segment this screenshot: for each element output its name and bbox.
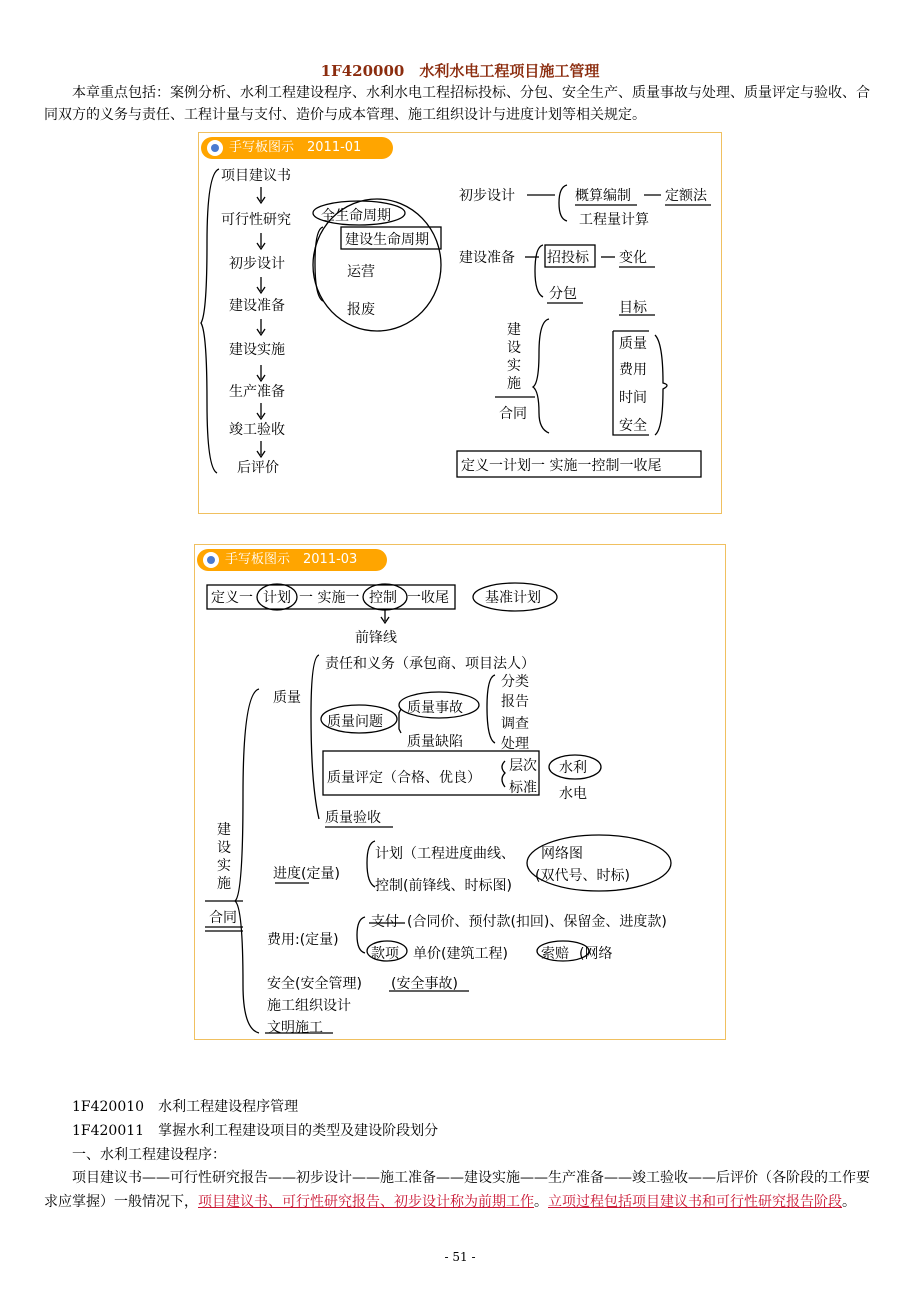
baseline-plan: 基准计划 [485,590,541,606]
step-preparation: 建设准备 [229,298,285,314]
impl-char-2: 设 [507,340,521,356]
board2-lines [195,545,725,1039]
handwriting-board-2 [194,544,726,1040]
accident-report: 报告 [501,694,529,710]
frontline-label: 前锋线 [355,630,397,646]
flow-close: 一收尾 [407,590,449,606]
body-text-end: 。 [842,1194,856,1210]
flow-implement: 一 实施一 [299,590,360,606]
section-heading-1: 1F420010 水利工程建设程序管理 [72,1099,299,1115]
section-heading-2: 1F420011 掌握水利工程建设项目的类型及建设阶段划分 [72,1123,439,1139]
body-text: 项目建议书——可行性研究报告——初步设计——施工准备——建设实施——生产准备——竣工验收——后评价（各阶段的工作要求应掌握）一般情况下， [44,1170,870,1210]
step-post-evaluation: 后评价 [237,460,279,476]
management-flow: 定义一计划一 实施一控制一收尾 [461,458,662,474]
flow-define: 定义一 [211,590,253,606]
design-quota: 定额法 [665,188,707,204]
prep-bidding: 招投标 [547,250,589,266]
quality-label: 质量 [273,690,301,706]
step-acceptance: 竣工验收 [229,422,285,438]
design-quantity: 工程量计算 [579,212,649,228]
step-feasibility: 可行性研究 [221,212,291,228]
flow-plan: 计划 [263,590,291,606]
design-label: 初步设计 [459,188,515,204]
target-cost: 费用 [619,362,647,378]
lifecycle-construction: 建设生命周期 [345,232,429,248]
impl-char-1: 建 [507,322,521,338]
prep-subcontract: 分包 [549,286,577,302]
accident-investigate: 调查 [501,716,529,732]
impl-char-3: 实 [507,358,521,374]
lifecycle-label: 全生命周期 [321,208,391,224]
body-highlight-1: 项目建议书、可行性研究报告、初步设计称为前期工作 [198,1194,534,1210]
accident-classify: 分类 [501,674,529,690]
target-quality: 质量 [619,336,647,352]
quality-duty: 责任和义务（承包商、项目法人） [325,656,535,672]
section-heading-3: 一、水利工程建设程序： [72,1147,226,1163]
step-production-prep: 生产准备 [229,384,285,400]
cost-payment-detail: (合同价、预付款(扣回)、保留金、进度款) [407,914,667,930]
cost-label: 费用:(定量) [267,932,339,948]
step-prelim-design: 初步设计 [229,256,285,272]
body-highlight-2: 立项过程包括项目建议书和可行性研究报告阶段 [548,1194,842,1210]
cost-item: 款项 [371,946,399,962]
quality-issue: 质量问题 [327,714,383,730]
contract-label: 合同 [499,406,527,422]
quality-evaluation: 质量评定（合格、优良） [327,770,481,786]
quality-level: 层次 [509,758,537,774]
design-estimate: 概算编制 [575,188,631,204]
impl-char-4: 施 [217,876,231,892]
cost-payment: 支付 [371,914,399,930]
prep-change: 变化 [619,250,647,266]
quality-acceptance: 质量验收 [325,810,381,826]
flow-control: 控制 [369,590,397,606]
civilized-construction: 文明施工 [267,1020,323,1036]
accident-handle: 处理 [501,736,529,752]
contract-label: 合同 [209,910,237,926]
board-tab-label: 手写板图示 2011-03 [225,552,358,567]
safety-management: 安全(安全管理) [267,976,362,992]
board-tab-label: 手写板图示 2011-01 [229,140,362,155]
safety-accident: (安全事故) [391,976,458,992]
lifecycle-operation: 运营 [347,264,375,280]
handwriting-board-1 [198,132,722,514]
chapter-intro: 本章重点包括：案例分析、水利工程建设程序、水利水电工程招标投标、分包、安全生产、质量事故与处理、质量评定与验收、合同双方的义务与责任、工程计量与支付、造价与成本管理、施工组织设计与进度计划等相关规定。 [44,85,870,123]
lifecycle-scrap: 报废 [347,302,375,318]
impl-char-1: 建 [217,822,231,838]
page-number: - 51 - [444,1250,476,1264]
construction-org-design: 施工组织设计 [267,998,351,1014]
double-code: (双代号、时标) [535,868,630,884]
impl-char-2: 设 [217,840,231,856]
body-text-mid: 。 [534,1194,548,1210]
quality-defect: 质量缺陷 [407,734,463,750]
chapter-title: 1F420000 水利水电工程项目施工管理 [320,62,600,80]
water-power: 水电 [559,786,587,802]
section-body [44,1166,876,1214]
network-diagram: 网络图 [541,846,583,862]
progress-label: 进度(定量) [273,866,340,882]
quality-standard: 标准 [509,780,537,796]
target-safety: 安全 [619,418,647,434]
quality-accident: 质量事故 [407,700,463,716]
step-implementation: 建设实施 [229,342,285,358]
progress-plan: 计划（工程进度曲线、 [375,846,515,862]
prep-label: 建设准备 [459,250,515,266]
step-proposal: 项目建议书 [221,168,291,184]
impl-char-3: 实 [217,858,231,874]
cost-claim: 索赔 [541,946,569,962]
progress-control: 控制(前锋线、时标图) [375,878,512,894]
water-conservancy: 水利 [559,760,587,776]
impl-char-4: 施 [507,376,521,392]
cost-claim-detail: (网络 [579,946,613,962]
target-time: 时间 [619,390,647,406]
cost-item-detail: 单价(建筑工程) [413,946,508,962]
target-label: 目标 [619,300,647,316]
